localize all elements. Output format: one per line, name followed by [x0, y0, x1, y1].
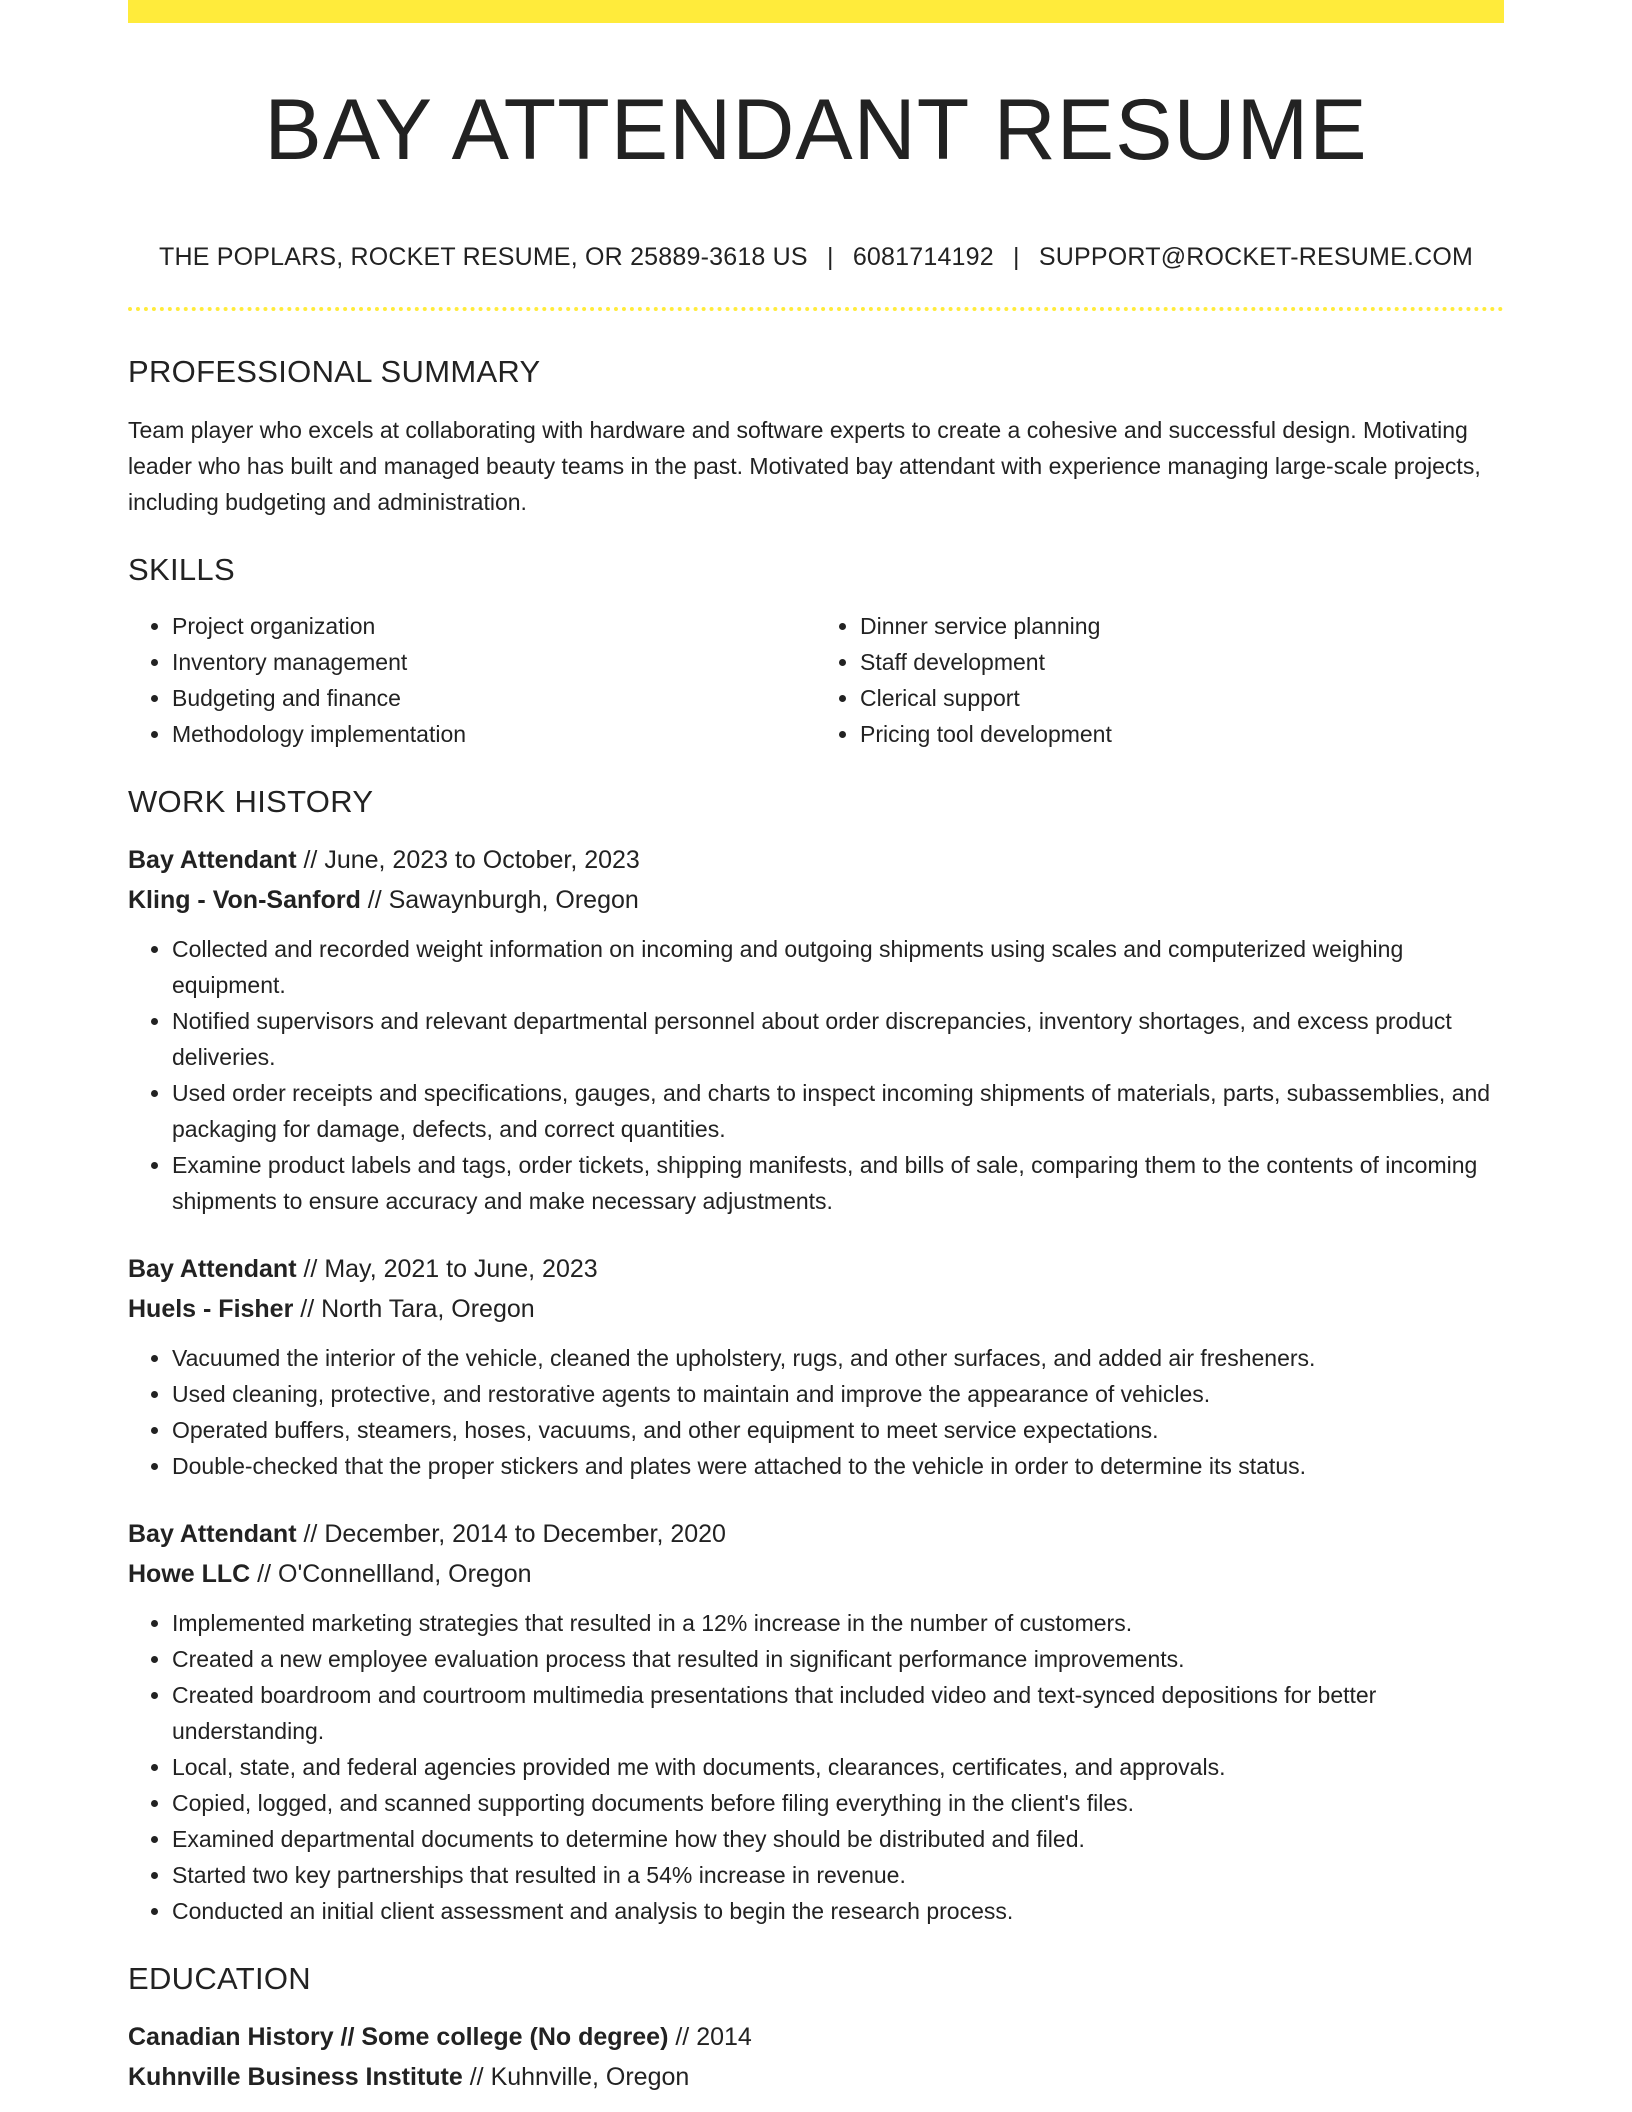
contact-phone: 6081714192	[852, 243, 994, 271]
skill-item: • Dinner service planning	[860, 608, 1504, 644]
skill-item: • Project organization	[172, 608, 816, 644]
skills-list-left	[128, 608, 816, 752]
skill-item: • Budgeting and finance	[172, 680, 816, 716]
job-title-line	[128, 1514, 1504, 1554]
job-title: Bay Attendant	[128, 1520, 297, 1548]
job-company: Kling - Von-Sanford	[128, 886, 361, 914]
job-company-line	[128, 880, 1504, 920]
job-title: Bay Attendant	[128, 846, 297, 874]
contact-address: THE POPLARS, ROCKET RESUME, OR 25889-3618 US	[158, 243, 808, 271]
education-school: Kuhnville Business Institute	[128, 2063, 463, 2091]
job-company: Howe LLC	[128, 1560, 251, 1588]
job-bullet: • Vacuumed the interior of the vehicle, cleaned the upholstery, rugs, and other surfaces, and added air fresheners.	[172, 1340, 1504, 1376]
job-bullets	[128, 931, 1504, 1219]
job-bullet: • Examine product labels and tags, order tickets, shipping manifests, and bills of sale, comparing them to the contents of incoming shipments to ensure accuracy and make necessary adjustments.	[172, 1147, 1504, 1219]
education-heading: EDUCATION	[128, 1961, 311, 1996]
skill-item: • Methodology implementation	[172, 716, 816, 752]
job-bullet: • Created a new employee evaluation process that resulted in significant performance improvements.	[172, 1641, 1504, 1677]
job-bullet: • Used order receipts and specifications, gauges, and charts to inspect incoming shipments of materials, parts, subassemblies, and packaging for damage, defects, and correct quantities.	[172, 1075, 1504, 1147]
work-history-heading: WORK HISTORY	[128, 784, 374, 819]
job-bullet: • Operated buffers, steamers, hoses, vacuums, and other equipment to meet service expectations.	[172, 1412, 1504, 1448]
work-history-section	[128, 782, 1504, 1929]
skill-item: • Staff development	[860, 644, 1504, 680]
job-title-line	[128, 840, 1504, 880]
job-bullets	[128, 1340, 1504, 1484]
summary-text: Team player who excels at collaborating with hardware and software experts to create a cohesive and successful design. Motivating leader who has built and managed beauty teams in the past. Motivated bay attendant with experience managing large-scale projects, including budgeting and administration.	[128, 417, 1481, 515]
education-degree-line	[128, 2017, 1504, 2057]
job-bullet: • Created boardroom and courtroom multimedia presentations that included video and text-synced depositions for better understanding.	[172, 1677, 1504, 1749]
education-year: // 2014	[668, 2023, 752, 2051]
summary-section	[128, 352, 1504, 520]
job-entry	[128, 1249, 1504, 1484]
resume-header	[128, 72, 1504, 272]
education-school-line	[128, 2057, 1504, 2097]
job-entry	[128, 840, 1504, 1219]
accent-top-bar	[128, 0, 1504, 23]
skills-heading: SKILLS	[128, 552, 235, 587]
job-bullet: • Copied, logged, and scanned supporting documents before filing everything in the client's files.	[172, 1785, 1504, 1821]
job-title: Bay Attendant	[128, 1255, 297, 1283]
job-dates: // June, 2023 to October, 2023	[296, 846, 640, 874]
education-location: // Kuhnville, Oregon	[462, 2063, 690, 2091]
job-bullet: • Notified supervisors and relevant departmental personnel about order discrepancies, inventory shortages, and excess product deliveries.	[172, 1003, 1504, 1075]
education-degree: Canadian History // Some college (No degree)	[128, 2023, 669, 2051]
job-bullets	[128, 1605, 1504, 1929]
skills-section	[128, 550, 1504, 752]
job-bullet: • Double-checked that the proper stickers and plates were attached to the vehicle in order to determine its status.	[172, 1448, 1504, 1484]
contact-separator: |	[1013, 243, 1020, 271]
job-company-line	[128, 1289, 1504, 1329]
resume-title: BAY ATTENDANT RESUME	[264, 82, 1368, 178]
job-dates: // May, 2021 to June, 2023	[296, 1255, 598, 1283]
job-bullet: • Implemented marketing strategies that resulted in a 12% increase in the number of customers.	[172, 1605, 1504, 1641]
contact-separator: |	[826, 243, 834, 271]
dotted-divider	[128, 307, 1504, 311]
job-bullet: • Examined departmental documents to determine how they should be distributed and filed.	[172, 1821, 1504, 1857]
job-location: // O'Connellland, Oregon	[250, 1560, 532, 1588]
job-bullet: • Used cleaning, protective, and restorative agents to maintain and improve the appearance of vehicles.	[172, 1376, 1504, 1412]
job-title-line	[128, 1249, 1504, 1289]
skill-item: • Inventory management	[172, 644, 816, 680]
contact-email: SUPPORT@ROCKET-RESUME.COM	[1038, 243, 1474, 271]
skills-columns	[128, 608, 1504, 752]
education-entry	[128, 2017, 1504, 2097]
job-bullet: • Conducted an initial client assessment and analysis to begin the research process.	[172, 1893, 1504, 1929]
resume-body	[128, 352, 1504, 2097]
skill-item: • Clerical support	[860, 680, 1504, 716]
job-location: // Sawaynburgh, Oregon	[360, 886, 639, 914]
job-bullet: • Started two key partnerships that resulted in a 54% increase in revenue.	[172, 1857, 1504, 1893]
education-section	[128, 1959, 1504, 2097]
skill-item: • Pricing tool development	[860, 716, 1504, 752]
contact-line	[128, 242, 1504, 272]
job-location: // North Tara, Oregon	[293, 1295, 535, 1323]
job-company-line	[128, 1554, 1504, 1594]
job-company: Huels - Fisher	[128, 1295, 294, 1323]
job-bullet: • Collected and recorded weight information on incoming and outgoing shipments using scales and computerized weighing equipment.	[172, 931, 1504, 1003]
job-dates: // December, 2014 to December, 2020	[296, 1520, 726, 1548]
job-entry	[128, 1514, 1504, 1929]
job-bullet: • Local, state, and federal agencies provided me with documents, clearances, certificates, and approvals.	[172, 1749, 1504, 1785]
skills-list-right	[816, 608, 1504, 752]
summary-heading: PROFESSIONAL SUMMARY	[128, 354, 541, 389]
